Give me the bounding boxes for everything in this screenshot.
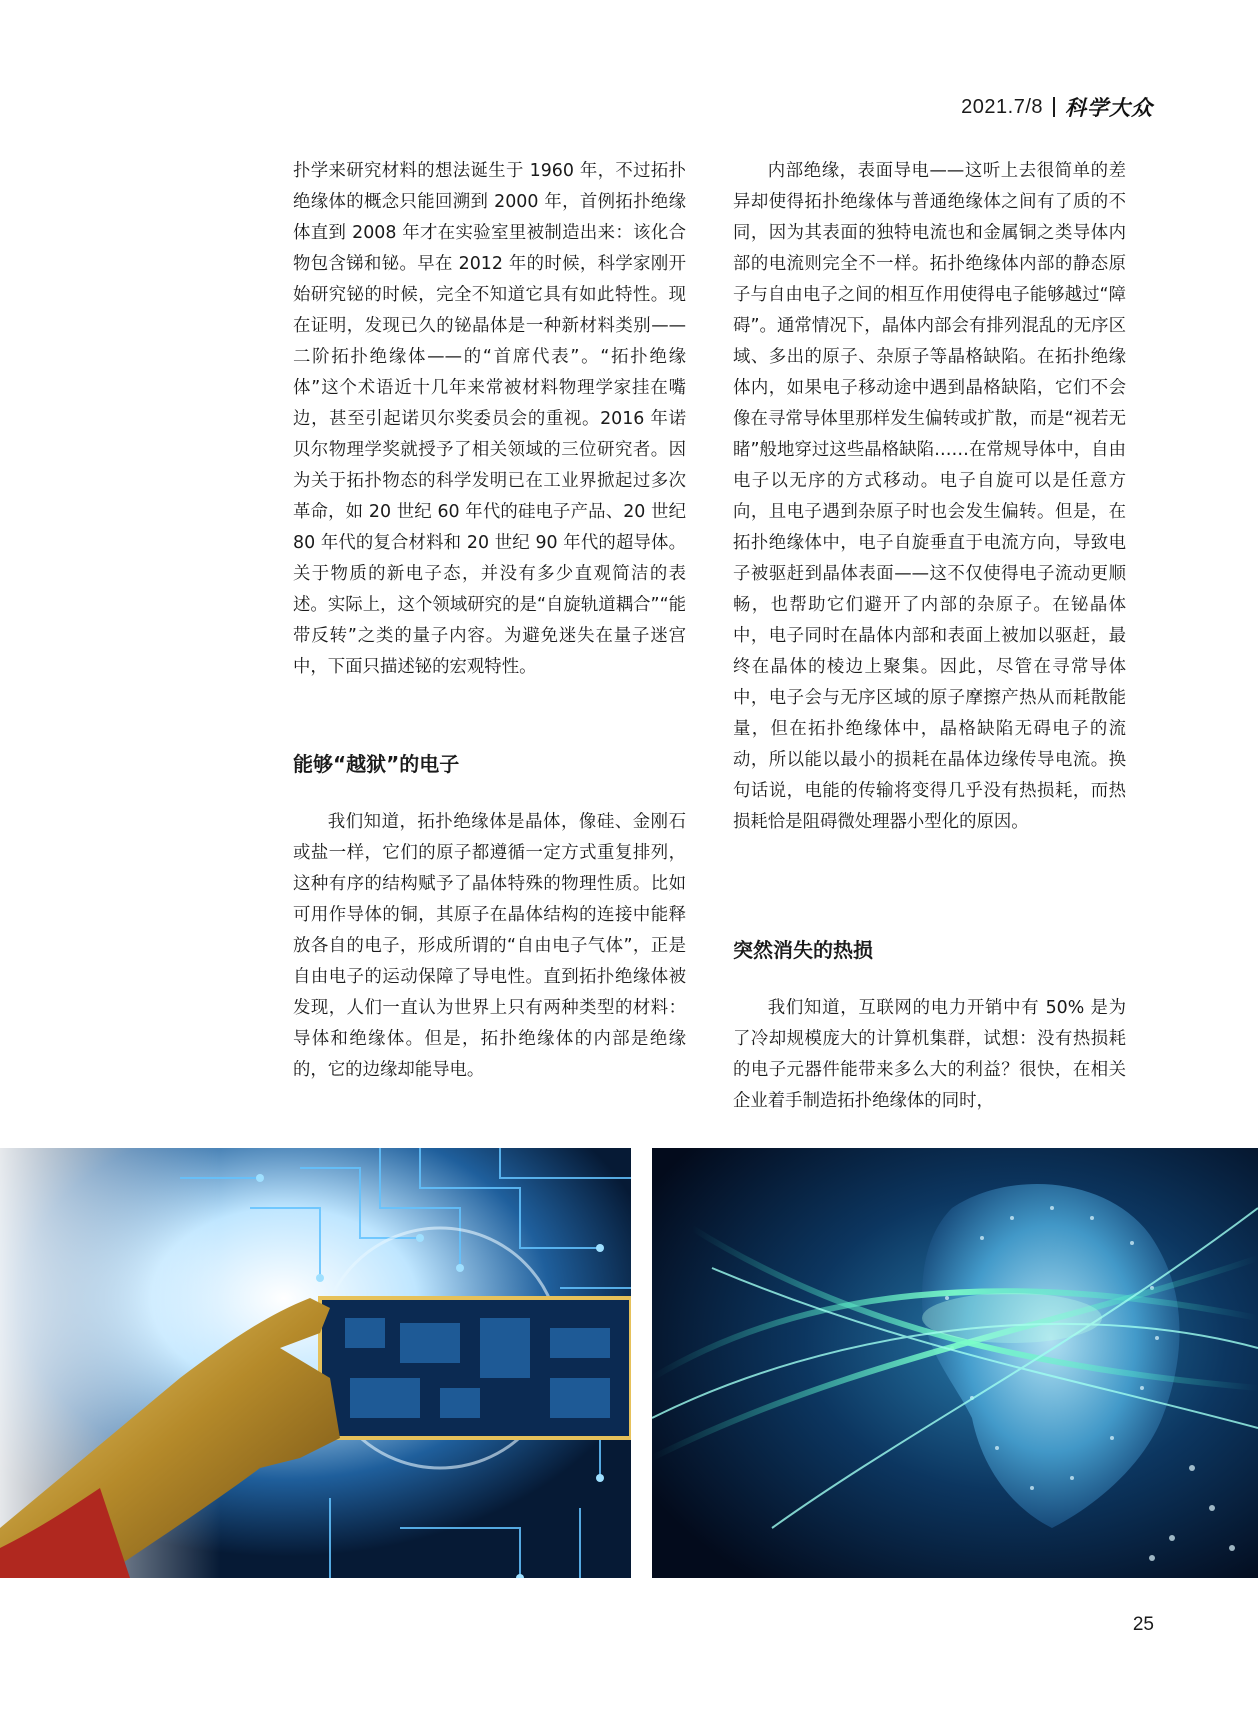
section2-paragraph: 我们知道，互联网的电力开销中有 50% 是为了冷却规模庞大的计算机集群，试想：没有热损耗的电子元器件能带来多么大的利益？很快，在相关企业着手制造拓扑绝缘体的同时， bbox=[733, 998, 1126, 1111]
section1-paragraph: 我们知道，拓扑绝缘体是晶体，像硅、金刚石或盐一样，它们的原子都遵循一定方式重复排列，这种有序的结构赋予了晶体特殊的物理性质。比如可用作导体的铜，其原子在晶体结构的连接中能释放各自的电子，形成所谓的“自由电子气体”，正是自由电子的运动保障了导电性。直到拓扑绝缘体被发现，人们一直认为世界上只有两种类型的材料：导体和绝缘体。但是，拓扑绝缘体的内部是绝缘的，它的边缘却能导电。 bbox=[293, 812, 686, 1080]
section-heading-electrons: 能够“越狱”的电子 bbox=[293, 752, 460, 776]
left-column-intro bbox=[293, 156, 686, 683]
circuit-hand-illustration bbox=[0, 1148, 631, 1578]
page-number: 25 bbox=[1132, 1614, 1154, 1635]
issue-date: 2021.7/8 bbox=[961, 95, 1043, 118]
right-intro-paragraph: 内部绝缘，表面导电——这听上去很简单的差异却使得拓扑绝缘体与普通绝缘体之间有了质的不同，因为其表面的独特电流也和金属铜之类导体内部的电流则完全不一样。拓扑绝缘体内部的静态原子与自由电子之间的相互作用使得电子能够越过“障碍”。通常情况下，晶体内部会有排列混乱的无序区域、多出的原子、杂原子等晶格缺陷。在拓扑绝缘体内，如果电子移动途中遇到晶格缺陷，它们不会像在寻常导体里那样发生偏转或扩散，而是“视若无睹”般地穿过这些晶格缺陷……在常规导体中，自由电子以无序的方式移动。电子自旋可以是任意方向，且电子遇到杂原子时也会发生偏转。但是，在拓扑绝缘体中，电子自旋垂直于电流方向，导致电子被驱赶到晶体表面——这不仅使得电子流动更顺畅，也帮助它们避开了内部的杂原子。在铋晶体中，电子同时在晶体内部和表面上被加以驱赶，最终在晶体的棱边上聚集。因此，尽管在寻常导体中，电子会与无序区域的原子摩擦产热从而耗散能量，但在拓扑绝缘体中，晶格缺陷无碍电子的流动，所以能以最小的损耗在晶体边缘传导电流。换句话说，电能的传输将变得几乎没有热损耗，而热损耗恰是阻碍微处理器小型化的原因。 bbox=[733, 161, 1126, 832]
digital-face-illustration bbox=[652, 1148, 1258, 1578]
digital-face-image bbox=[652, 1148, 1258, 1578]
left-column-section bbox=[293, 807, 686, 1086]
right-column-intro bbox=[733, 156, 1126, 838]
circuit-hand-image bbox=[0, 1148, 631, 1578]
right-column-section bbox=[733, 993, 1126, 1117]
left-intro-paragraph: 扑学来研究材料的想法诞生于 1960 年，不过拓扑绝缘体的概念只能回溯到 2000 年，首例拓扑绝缘体直到 2008 年才在实验室里被制造出来：该化合物包含锑和铋。早在 2012 年的时候，科学家刚开始研究铋的时候，完全不知道它具有如此特性。现在证明，发现已久的铋晶体是一种新材料类别——二阶拓扑绝缘体——的“首席代表”。“拓扑绝缘体”这个术语近十几年来常被材料物理学家挂在嘴边，甚至引起诺贝尔奖委员会的重视。2016 年诺贝尔物理学奖就授予了相关领域的三位研究者。因为关于拓扑物态的科学发明已在工业界掀起过多次革命，如 20 世纪 60 年代的硅电子产品、20 世纪 80 年代的复合材料和 20 世纪 90 年代的超导体。关于物质的新电子态，并没有多少直观简洁的表述。实际上，这个领域研究的是“自旋轨道耦合”“能带反转”之类的量子内容。为避免迷失在量子迷宫中，下面只描述铋的宏观特性。 bbox=[293, 161, 686, 677]
section-heading-heat-loss: 突然消失的热损 bbox=[733, 938, 873, 962]
page-header bbox=[961, 92, 1153, 122]
magazine-logo: 科学大众 bbox=[1065, 95, 1153, 120]
header-divider bbox=[1053, 97, 1055, 117]
